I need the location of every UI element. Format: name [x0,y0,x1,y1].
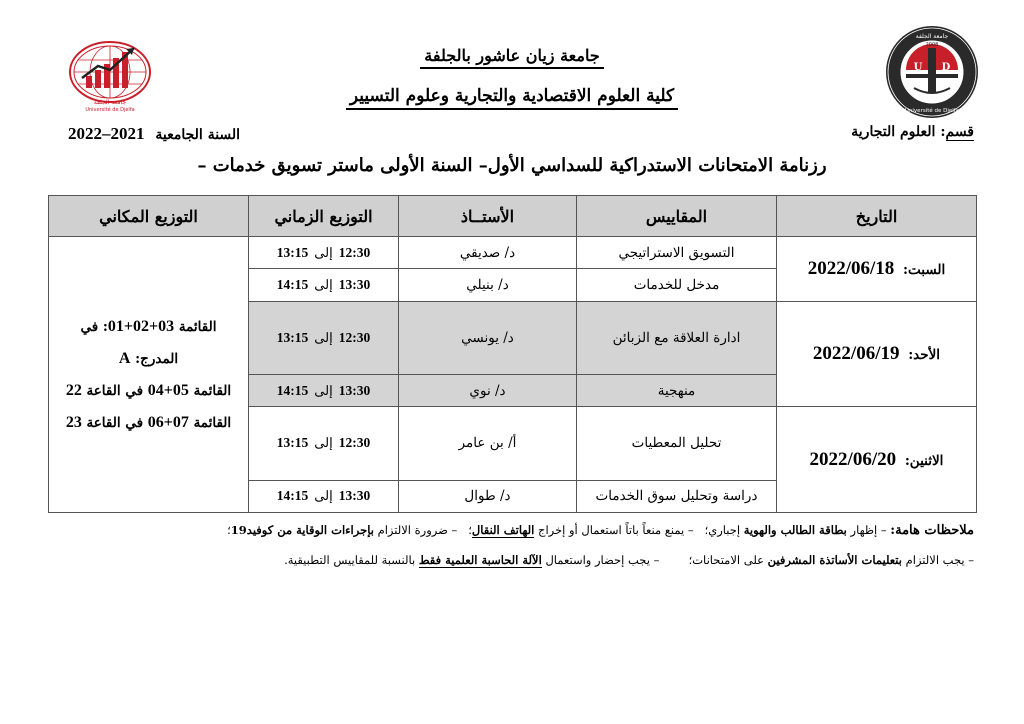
teacher-cell: د/ نوي [399,374,577,406]
note-1 [705,523,887,537]
note-text: – يجب الالتزام [905,553,974,567]
date-cell-sunday [777,301,977,407]
date-value: 2022/06/19 [812,343,900,364]
time-cell [249,269,399,301]
module-cell: ادارة العلاقة مع الزبائن [577,301,777,374]
time-to: إلى [314,278,333,294]
teacher-cell: د/ طوال [399,480,577,512]
time-start: 12:30 [338,244,371,260]
day-label: الاثنين: [904,452,944,469]
location-list-label: القائمة [193,414,232,431]
location-room: 23 [65,413,82,431]
header-time: التوزيع الزماني [249,196,399,237]
note-text: إجباري؛ [704,523,741,537]
module-cell: مدخل للخدمات [577,269,777,301]
location-line-3 [59,407,238,439]
teacher-cell: د/ صديقي [399,237,577,269]
location-list-numbers: 01+02+03 [107,317,175,335]
department [851,124,974,140]
time-start: 12:30 [338,435,371,451]
location-list-label: القائمة [193,382,232,399]
time-start: 13:30 [338,382,371,398]
note-emphasis: بتعليمات الأساتذة المشرفين [767,553,902,567]
header-date: التاريخ [777,196,977,237]
academic-year-value: 2022–2021 [68,124,145,143]
time-end: 14:15 [276,277,309,293]
note-emphasis: الهاتف النقال [471,523,535,537]
time-cell [249,301,399,374]
note-text: ؛ [468,523,472,537]
note-text: ؛ [227,523,231,537]
table-header-row [49,196,977,237]
note-2 [468,523,693,538]
day-label: السبت: [903,261,946,278]
university-name-text: جامعة زيان عاشور بالجلفة [420,46,603,69]
note-text: – يجب إحضار واستعمال [545,553,660,567]
svg-text:جامعة الجلفة: جامعة الجلفة [915,33,949,40]
time-start: 13:30 [338,277,371,293]
time-cell [249,407,399,480]
teacher-cell: د/ بنيلي [399,269,577,301]
date-cell-monday [777,407,977,513]
note-emphasis: بإجراءات الوقاية من كوفيد19 [230,523,374,537]
location-room-label: في القاعة [86,382,144,399]
module-cell: دراسة وتحليل سوق الخدمات [577,480,777,512]
time-cell [249,237,399,269]
svg-text:D: D [941,62,951,73]
time-to: إلى [314,330,333,346]
time-cell [249,374,399,406]
location-line-2 [59,375,238,407]
location-room-label: : في المدرج: [80,318,179,367]
time-to: إلى [314,436,333,452]
note-text: بالنسبة للمقاييس التطبيقية. [284,553,416,567]
svg-text:Université de Djelfa: Université de Djelfa [85,107,135,112]
location-line-1 [59,311,238,375]
notes-line-2 [44,553,974,567]
date-value: 2022/06/20 [809,448,897,470]
note-4 [689,553,974,567]
time-to: إلى [314,489,333,505]
department-label: قسم [945,124,974,140]
faculty-name-text: كلية العلوم الاقتصادية والتجارية وعلوم التسيير [346,86,678,110]
location-list-numbers: 04+05 [147,381,189,399]
svg-text:جامعة الجلفة: جامعة الجلفة [93,99,127,106]
time-to: إلى [314,245,333,261]
academic-year-label: السنة الجامعية [155,127,241,143]
academic-year [68,124,240,144]
department-value: : العلوم التجارية [851,124,946,140]
note-text: – يمنع منعاً باتاً استعمال أو إخراج [538,523,694,537]
teacher-cell: أ/ بن عامر [399,407,577,480]
exam-schedule-table [48,195,977,513]
location-room: A [118,349,131,367]
note-text: – إظهار [850,523,887,537]
note-text: على الامتحانات؛ [688,553,764,567]
time-end: 13:15 [276,244,309,260]
note-5 [284,553,659,568]
time-end: 13:15 [276,329,309,345]
header-module: المقاييس [577,196,777,237]
note-emphasis: بطاقة الطالب والهوية [743,523,847,537]
notes-lead: ملاحظات هامة: [890,523,974,538]
svg-text:Université de Djelfa: Université de Djelfa [904,108,960,114]
location-list-numbers: 06+07 [147,413,189,431]
note-emphasis: الآلة الحاسبة العلمية فقط [418,553,542,567]
date-cell-saturday [777,237,977,302]
location-list-label: القائمة [178,318,217,335]
location-room-label: في القاعة [86,414,144,431]
header-location: التوزيع المكاني [49,196,249,237]
day-label: الأحد: [908,347,941,363]
location-room: 22 [65,381,82,399]
date-value: 2022/06/18 [807,257,895,279]
module-cell: تحليل المعطيات [577,407,777,480]
teacher-cell: د/ يونسي [399,301,577,374]
table-row [49,237,977,269]
time-end: 14:15 [276,382,309,398]
time-end: 14:15 [276,488,309,504]
time-end: 13:15 [276,435,309,451]
time-start: 12:30 [338,329,371,345]
time-start: 13:30 [338,488,371,504]
location-cell [49,237,249,513]
time-cell [249,480,399,512]
note-3 [227,523,457,537]
time-to: إلى [314,383,333,399]
faculty-name [0,86,1024,106]
schedule-title: رزنامة الامتحانات الاستدراكية للسداسي الأول– السنة الأولى ماستر تسويق خدمات – [197,155,827,176]
svg-text:2008: 2008 [925,42,939,48]
note-text: – ضرورة الالتزام [377,523,458,537]
notes-line-1 [44,523,974,538]
svg-text:U: U [913,62,923,73]
module-cell: منهجية [577,374,777,406]
university-name [0,46,1024,65]
header-teacher: الأستــاذ [399,196,577,237]
module-cell: التسويق الاستراتيجي [577,237,777,269]
